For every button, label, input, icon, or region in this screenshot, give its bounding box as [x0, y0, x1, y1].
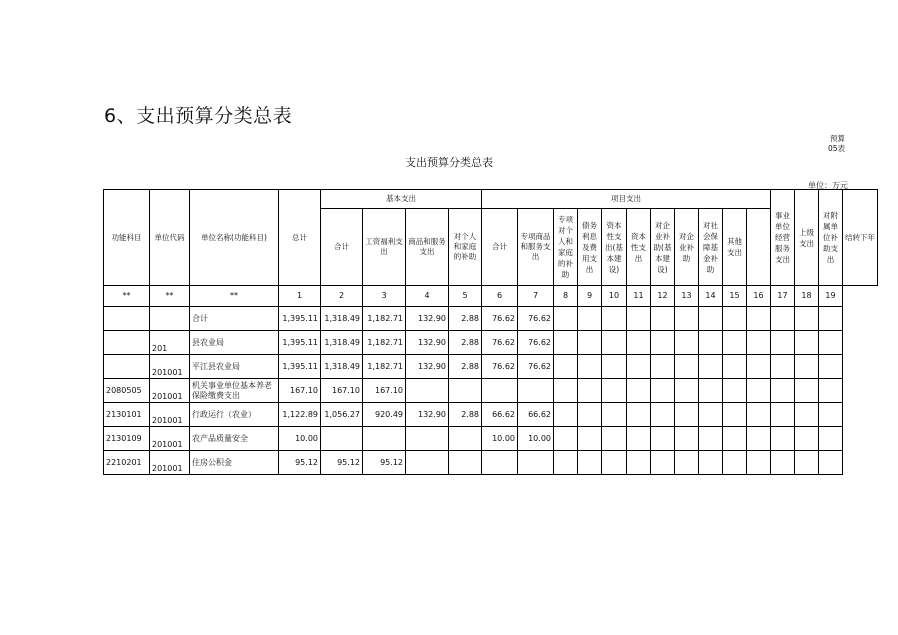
cell-empty [675, 379, 699, 403]
cell-empty [602, 451, 627, 475]
cell-empty [602, 403, 627, 427]
cell-basic-total: 1,318.49 [321, 307, 363, 331]
cell-empty [602, 427, 627, 451]
cell-empty [578, 331, 602, 355]
cell-empty [578, 379, 602, 403]
cell-basic-total: 1,318.49 [321, 355, 363, 379]
index-cell: 6 [482, 286, 518, 307]
cell-proj-total: 76.62 [482, 355, 518, 379]
unit-label: 单位：万元 [808, 181, 848, 190]
index-cell: 13 [675, 286, 699, 307]
cell-empty [578, 403, 602, 427]
cell-empty [723, 307, 747, 331]
cell-empty [819, 403, 843, 427]
cell-personal: 2.88 [449, 307, 482, 331]
cell-empty [578, 451, 602, 475]
cell-empty [723, 379, 747, 403]
cell-name: 平江县农业局 [190, 355, 279, 379]
header-capital: 资本性支出 [627, 209, 651, 286]
table-row [104, 331, 878, 355]
header-enterprise: 对企业补助 [675, 209, 699, 286]
table-title: 支出预算分类总表 [405, 156, 493, 169]
cell-empty [747, 331, 771, 355]
cell-empty [675, 427, 699, 451]
cell-empty [699, 403, 723, 427]
header-enterprise-basic: 对企业补助(基本建设) [651, 209, 675, 286]
cell-empty [651, 427, 675, 451]
index-cell: 4 [406, 286, 449, 307]
cell-empty [627, 379, 651, 403]
cell-empty [651, 331, 675, 355]
index-cell: 9 [578, 286, 602, 307]
index-cell: 18 [795, 286, 819, 307]
header-goods-services: 商品和服务支出 [406, 209, 449, 286]
header-func-subject: 功能科目 [104, 190, 150, 286]
cell-empty [747, 307, 771, 331]
header-personal-subsidy: 对个人和家庭的补助 [449, 209, 482, 286]
cell-empty [699, 331, 723, 355]
cell-empty [554, 355, 578, 379]
cell-empty [723, 427, 747, 451]
cell-wages: 95.12 [363, 451, 406, 475]
table-row [104, 451, 878, 475]
cell-empty [699, 427, 723, 451]
cell-subject [104, 355, 150, 379]
cell-code: 201 [150, 331, 190, 355]
cell-empty [771, 355, 795, 379]
header-wages: 工资福利支出 [363, 209, 406, 286]
cell-empty [651, 379, 675, 403]
cell-code: 201001 [150, 427, 190, 451]
cell-empty [819, 355, 843, 379]
index-row [104, 286, 878, 307]
cell-personal: 2.88 [449, 403, 482, 427]
cell-empty [578, 355, 602, 379]
cell-basic-total [321, 427, 363, 451]
cell-empty [723, 451, 747, 475]
cell-wages: 1,182.71 [363, 307, 406, 331]
cell-wages: 167.10 [363, 379, 406, 403]
cell-proj-total: 10.00 [482, 427, 518, 451]
cell-proj-goods: 66.62 [518, 403, 554, 427]
cell-name: 县农业局 [190, 331, 279, 355]
cell-proj-goods [518, 451, 554, 475]
header-debt-interest: 债务利息及费用支出 [578, 209, 602, 286]
form-code-line2: 05表 [827, 144, 845, 153]
index-cell: 3 [363, 286, 406, 307]
cell-empty [627, 331, 651, 355]
cell-empty [675, 331, 699, 355]
cell-empty [819, 379, 843, 403]
header-proj-total: 合计 [482, 209, 518, 286]
cell-empty [602, 379, 627, 403]
cell-empty [627, 451, 651, 475]
cell-empty [554, 403, 578, 427]
table-row [104, 379, 878, 403]
index-cell: ** [104, 286, 150, 307]
cell-name: 合计 [190, 307, 279, 331]
cell-empty [627, 427, 651, 451]
cell-empty [771, 451, 795, 475]
index-cell: 16 [747, 286, 771, 307]
cell-subject: 2080505 [104, 379, 150, 403]
cell-empty [795, 403, 819, 427]
cell-empty [795, 307, 819, 331]
index-cell: 19 [819, 286, 843, 307]
cell-goods [406, 451, 449, 475]
cell-empty [554, 307, 578, 331]
cell-goods: 132.90 [406, 355, 449, 379]
index-cell: 7 [518, 286, 554, 307]
index-cell: 12 [651, 286, 675, 307]
cell-subject [104, 331, 150, 355]
cell-empty [675, 307, 699, 331]
cell-code [150, 307, 190, 331]
cell-goods [406, 427, 449, 451]
cell-personal [449, 451, 482, 475]
index-cell: 14 [699, 286, 723, 307]
cell-empty [675, 451, 699, 475]
cell-empty [699, 307, 723, 331]
cell-empty [795, 379, 819, 403]
cell-personal [449, 427, 482, 451]
cell-wages: 1,182.71 [363, 331, 406, 355]
cell-personal: 2.88 [449, 331, 482, 355]
cell-empty [651, 307, 675, 331]
index-cell: 2 [321, 286, 363, 307]
cell-total: 10.00 [279, 427, 321, 451]
index-cell: ** [190, 286, 279, 307]
cell-subject [104, 307, 150, 331]
cell-total: 1,395.11 [279, 355, 321, 379]
header-basic-total: 合计 [321, 209, 363, 286]
cell-total: 1,122.89 [279, 403, 321, 427]
cell-wages [363, 427, 406, 451]
index-cell: ** [150, 286, 190, 307]
index-cell: 15 [723, 286, 747, 307]
cell-code: 201001 [150, 451, 190, 475]
cell-empty [723, 331, 747, 355]
header-proj-goods: 专项商品和服务支出 [518, 209, 554, 286]
cell-empty [747, 451, 771, 475]
header-basic: 基本支出 [321, 190, 482, 209]
cell-wages: 920.49 [363, 403, 406, 427]
cell-proj-goods: 76.62 [518, 331, 554, 355]
header-total: 总计 [279, 190, 321, 286]
cell-empty [747, 379, 771, 403]
cell-empty [771, 379, 795, 403]
cell-empty [819, 427, 843, 451]
cell-wages: 1,182.71 [363, 355, 406, 379]
index-cell: 10 [602, 286, 627, 307]
cell-total: 1,395.11 [279, 307, 321, 331]
cell-empty [699, 451, 723, 475]
table-row [104, 355, 878, 379]
cell-empty [771, 307, 795, 331]
table-row [104, 307, 878, 331]
cell-proj-goods: 10.00 [518, 427, 554, 451]
index-cell: 11 [627, 286, 651, 307]
cell-total: 1,395.11 [279, 331, 321, 355]
cell-empty [651, 451, 675, 475]
table-row [104, 427, 878, 451]
cell-empty [795, 427, 819, 451]
header-social-security: 对社会保障基金补助 [699, 209, 723, 286]
cell-empty [578, 307, 602, 331]
cell-subject: 2130101 [104, 403, 150, 427]
cell-empty [554, 379, 578, 403]
cell-proj-total [482, 379, 518, 403]
cell-proj-total: 66.62 [482, 403, 518, 427]
cell-empty [602, 355, 627, 379]
cell-empty [795, 451, 819, 475]
cell-empty [747, 355, 771, 379]
cell-basic-total: 1,318.49 [321, 331, 363, 355]
header-other: 其他支出 [723, 209, 747, 286]
header-unit-name: 单位名称(功能科目) [190, 190, 279, 286]
cell-name: 住房公积金 [190, 451, 279, 475]
cell-name: 机关事业单位基本养老保险缴费支出 [190, 379, 279, 403]
cell-empty [554, 427, 578, 451]
cell-total: 167.10 [279, 379, 321, 403]
header-operating: 事业单位经营服务支出 [771, 190, 795, 286]
cell-empty [675, 403, 699, 427]
cell-proj-total [482, 451, 518, 475]
header-carryover: 结转下年 [843, 190, 878, 286]
cell-proj-goods [518, 379, 554, 403]
cell-empty [627, 307, 651, 331]
cell-empty [699, 355, 723, 379]
cell-empty [554, 451, 578, 475]
cell-subject: 2130109 [104, 427, 150, 451]
cell-empty [795, 355, 819, 379]
cell-empty [723, 355, 747, 379]
index-cell: 17 [771, 286, 795, 307]
cell-proj-total: 76.62 [482, 307, 518, 331]
cell-empty [651, 403, 675, 427]
cell-goods: 132.90 [406, 331, 449, 355]
table-row [104, 403, 878, 427]
cell-empty [747, 427, 771, 451]
cell-empty [771, 403, 795, 427]
index-cell: 8 [554, 286, 578, 307]
header-unit-code: 单位代码 [150, 190, 190, 286]
index-cell: 1 [279, 286, 321, 307]
cell-empty [795, 331, 819, 355]
cell-goods: 132.90 [406, 403, 449, 427]
cell-empty [819, 331, 843, 355]
cell-empty [699, 379, 723, 403]
cell-basic-total: 167.10 [321, 379, 363, 403]
budget-table [103, 189, 878, 475]
cell-empty [627, 355, 651, 379]
cell-proj-goods: 76.62 [518, 307, 554, 331]
cell-goods [406, 379, 449, 403]
cell-goods: 132.90 [406, 307, 449, 331]
cell-basic-total: 95.12 [321, 451, 363, 475]
header-proj-personal: 专项对个人和家庭的补助 [554, 209, 578, 286]
cell-total: 95.12 [279, 451, 321, 475]
cell-empty [578, 427, 602, 451]
cell-code: 201001 [150, 403, 190, 427]
cell-empty [819, 307, 843, 331]
cell-empty [819, 451, 843, 475]
form-code-line1: 预算 [830, 134, 845, 143]
cell-empty [602, 331, 627, 355]
header-subordinate: 对附属单位补助支出 [819, 190, 843, 286]
cell-code: 201001 [150, 379, 190, 403]
cell-empty [627, 403, 651, 427]
header-upper: 上级支出 [795, 190, 819, 286]
cell-personal: 2.88 [449, 355, 482, 379]
cell-empty [771, 331, 795, 355]
cell-empty [771, 427, 795, 451]
cell-subject: 2210201 [104, 451, 150, 475]
cell-empty [554, 331, 578, 355]
header-capital-basic: 资本性支出(基本建设) [602, 209, 627, 286]
cell-personal [449, 379, 482, 403]
cell-basic-total: 1,056.27 [321, 403, 363, 427]
cell-empty [747, 403, 771, 427]
cell-empty [651, 355, 675, 379]
cell-name: 行政运行（农业） [190, 403, 279, 427]
cell-proj-total: 76.62 [482, 331, 518, 355]
cell-name: 农产品质量安全 [190, 427, 279, 451]
cell-code: 201001 [150, 355, 190, 379]
cell-empty [675, 355, 699, 379]
cell-empty [723, 403, 747, 427]
cell-proj-goods: 76.62 [518, 355, 554, 379]
header-project: 项目支出 [482, 190, 771, 209]
index-cell: 5 [449, 286, 482, 307]
page-heading: 6、支出预算分类总表 [104, 105, 293, 127]
cell-empty [602, 307, 627, 331]
